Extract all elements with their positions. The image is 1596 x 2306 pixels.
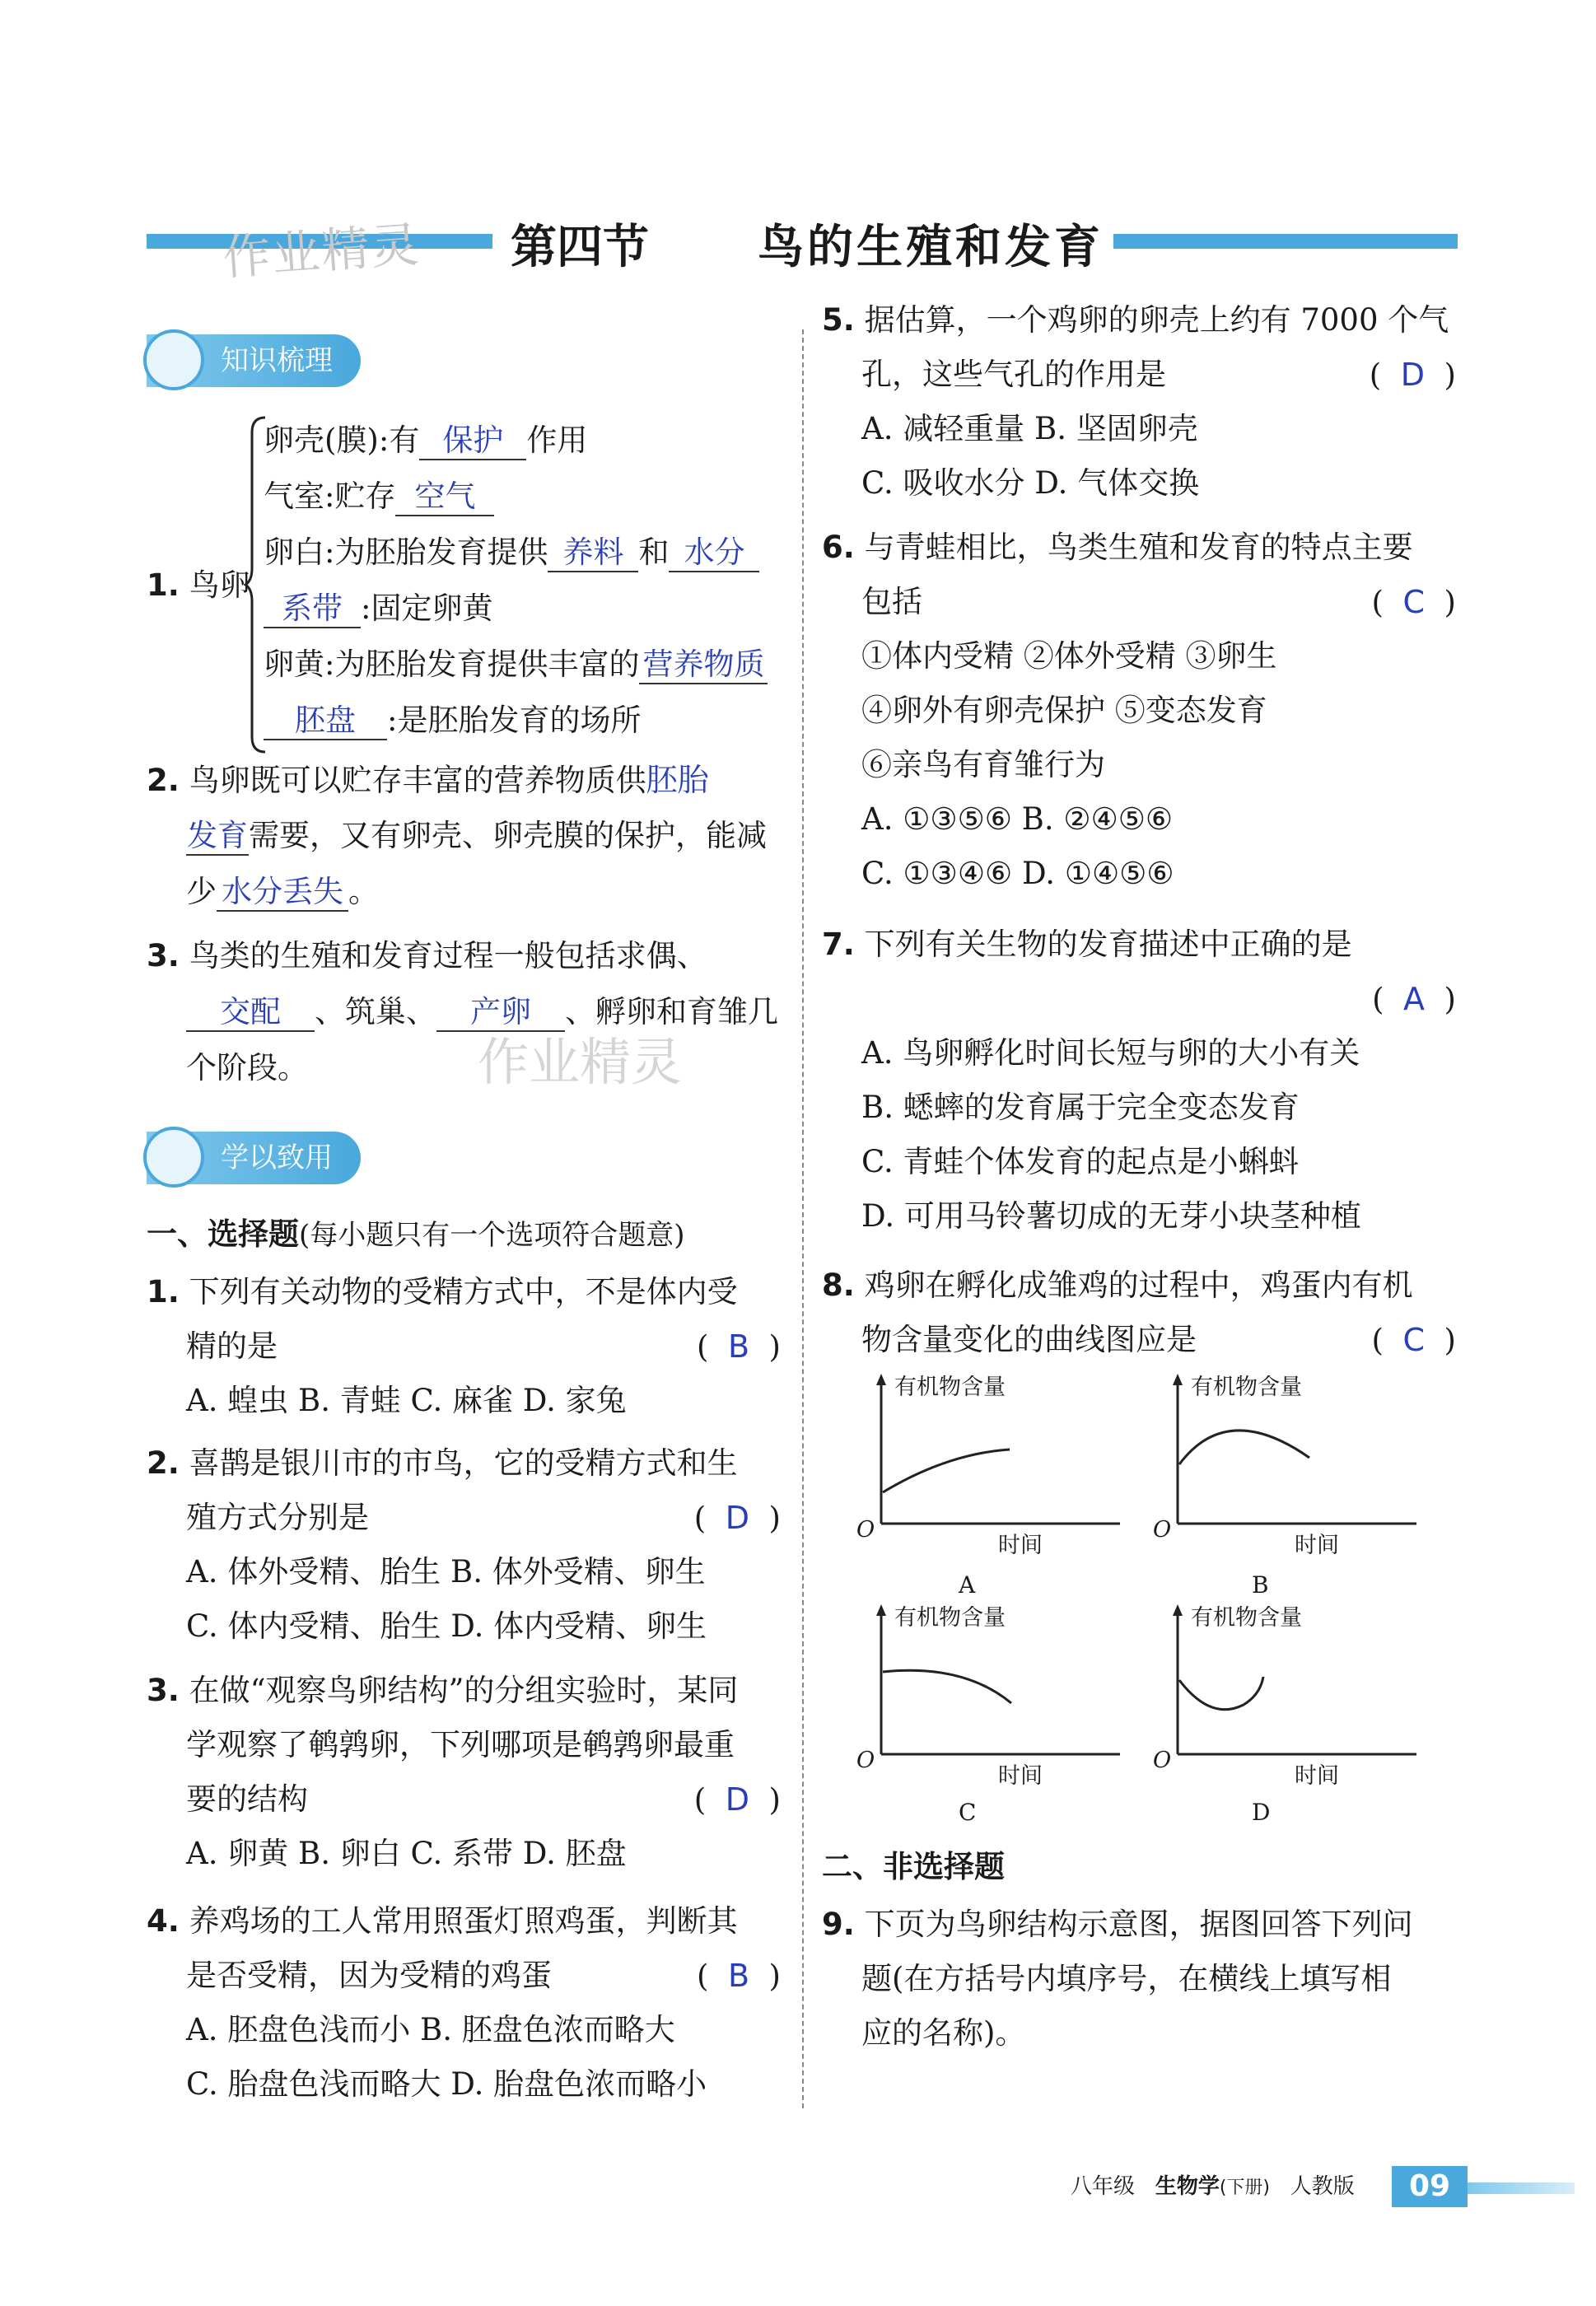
graph-c [856,1598,1136,1826]
q1-subject: 鸟卵 [189,567,250,603]
mc7-number: 7. [822,927,855,962]
mc6-options-2: C. ①③④⑥ D. ①④⑤⑥ [861,856,1174,891]
graph-a-origin: O [856,1517,875,1543]
q2-answer-1: 胚胎 [646,762,709,798]
q1-line-2 [264,469,494,524]
mc6-number: 6. [822,530,855,565]
mc2-options-1: A. 体外受精、胎生 B. 体外受精、卵生 [186,1554,706,1589]
footer-info [1071,2169,1355,2200]
graph-d-ylabel: 有机物含量 [1191,1605,1302,1631]
mc2-number: 2. [147,1445,180,1481]
mc1-line-1: 下列有关动物的受精方式中，不是体内受 [189,1274,738,1309]
knowledge-q3-line-1 [147,929,707,983]
knowledge-q1-label [147,558,250,613]
mc4-line-1: 养鸡场的工人常用照蛋灯照鸡蛋，判断其 [189,1903,738,1939]
q9-line-1: 下页为鸟卵结构示意图，据图回答下列问 [864,1907,1413,1942]
q3-text-a: 鸟类的生殖和发育过程一般包括求偶、 [189,938,707,973]
q1-blank-7: 胚盘 [264,703,387,740]
q1-blank-5: 系带 [264,591,361,628]
mc7-option-a: A. 鸟卵孵化时间长短与卵的大小有关 [861,1035,1360,1071]
mc1-answer-box: ( B ) [696,1328,781,1365]
mc8-line-2: 物含量变化的曲线图应是 [861,1322,1197,1357]
mc7-option-d: D. 可用马铃薯切成的无芽小块茎种植 [861,1198,1361,1234]
mc5-options-2: C. 吸收水分 D. 气体交换 [861,465,1200,501]
mc5-line-1: 据估算，一个鸡卵的卵壳上约有 7000 个气 [864,302,1449,338]
q1-blank-1: 保护 [419,422,526,460]
mc4-line-2: 是否受精，因为受精的鸡蛋 [186,1958,552,1993]
practice-heading [147,1132,361,1184]
footer-grade: 八年级 [1071,2174,1136,2199]
mc-question-5 [822,293,1456,511]
graph-b-origin: O [1153,1517,1172,1543]
mc8-number: 8. [822,1267,855,1303]
graph-d-origin: O [1153,1748,1172,1773]
mc5-answer: D [1400,357,1426,393]
graph-c-ylabel: 有机物含量 [894,1605,1006,1631]
mc8-line-1: 鸡卵在孵化成雏鸡的过程中，鸡蛋内有机 [864,1267,1413,1303]
q1-line-1-post: 作用 [526,422,588,458]
q1-blank-3: 养料 [548,534,638,572]
mc3-line-3: 要的结构 [186,1781,308,1817]
layers-icon [143,1127,204,1188]
graph-b-ylabel: 有机物含量 [1191,1375,1302,1400]
q3-answer-1: 交配 [186,994,315,1032]
mc7-line-1: 下列有关生物的发育描述中正确的是 [864,927,1352,962]
q9-line-2: 题(在方括号内填序号，在横线上填写相 [861,1961,1392,1996]
graph-a [856,1367,1136,1599]
q2-text-b: 需要，又有卵壳、卵壳膜的保护，能减 [249,818,767,853]
target-icon [143,329,204,390]
mc6-options-1: A. ①③⑤⑥ B. ②④⑤⑥ [861,801,1174,837]
q1-line-3-mid: 和 [638,534,670,570]
q2-text-c: 少 [186,874,217,909]
footer-bar [1468,2182,1575,2194]
mc5-options-1: A. 减轻重量 B. 坚固卵壳 [861,411,1198,446]
knowledge-heading-label: 知识梳理 [221,344,333,377]
q1-line-4-post: :固定卵黄 [361,591,493,626]
mc3-options: A. 卵黄 B. 卵白 C. 系带 D. 胚盘 [186,1836,627,1871]
mc5-number: 5. [822,302,855,338]
q1-line-3 [264,525,759,580]
q3-answer-2: 产卵 [436,994,565,1032]
mc6-line-2: 包括 [861,584,922,619]
mc-question-6 [822,520,1456,901]
graph-c-xlabel: 时间 [998,1763,1043,1789]
mc2-options-2: C. 体内受精、胎生 D. 体内受精、卵生 [186,1608,707,1644]
graph-a-ylabel: 有机物含量 [894,1375,1006,1400]
mc2-answer: D [725,1500,750,1536]
watermark-middle: 作业精灵 [478,1032,683,1092]
q1-blank-4: 水分 [669,534,759,572]
mc6-statement-2: ④卵外有卵壳保护 ⑤变态发育 [861,693,1267,728]
mc2-line-2: 殖方式分别是 [186,1500,369,1535]
graph-c-origin: O [856,1748,875,1773]
graph-d-caption: D [1252,1799,1271,1826]
mc3-line-2: 学观察了鹌鹑卵，下列哪项是鹌鹑卵最重 [186,1727,735,1762]
q9-line-3: 应的名称)。 [861,2015,1026,2051]
q1-blank-6: 营养物质 [639,647,768,684]
q2-answer-2: 发育 [186,818,249,856]
q2-number: 2. [147,763,180,798]
q1-line-1-pre: 卵壳(膜):有 [264,422,420,458]
graph-b-caption: B [1252,1571,1269,1599]
footer-volume: (下册) [1219,2178,1270,2198]
graph-c-caption: C [959,1799,977,1826]
mc-question-8 [822,1258,1456,1367]
mc7-option-c: C. 青蛙个体发育的起点是小蝌蚪 [861,1144,1300,1179]
graph-a-caption: A [959,1571,976,1599]
q9-number: 9. [822,1907,855,1942]
q3-text-d: 个阶段。 [186,1050,308,1085]
mc2-line-1: 喜鹊是银川市的市鸟，它的受精方式和生 [189,1445,738,1481]
q2-answer-3: 水分丢失 [217,874,348,912]
knowledge-heading [147,334,361,387]
mc7-option-b: B. 蟋蟀的发育属于完全变态发育 [861,1090,1300,1125]
footer-edition: 人教版 [1290,2174,1355,2199]
mc8-answer: C [1402,1322,1426,1358]
mc1-number: 1. [147,1274,180,1309]
mc4-number: 4. [147,1903,180,1939]
part2-title [822,1840,1005,1894]
q1-line-1 [264,413,587,468]
question-9 [822,1898,1456,2061]
mc-question-7 [822,917,1456,1244]
mc8-answer-box: ( C ) [1371,1322,1456,1358]
q1-line-3-pre: 卵白:为胚胎发育提供 [264,534,548,570]
mc6-statement-3: ⑥亲鸟有育雏行为 [861,747,1105,782]
mc-question-4 [147,1894,781,2112]
q2-text-a: 鸟卵既可以贮存丰富的营养物质供 [189,763,646,798]
q1-line-2-pre: 气室:贮存 [264,478,396,514]
watermark-top: 作业精灵 [221,216,422,287]
footer-subject: 生物学 [1155,2174,1220,2199]
column-divider [802,329,804,2108]
part1-label: 一、选择题 [147,1216,299,1252]
mc4-answer: B [727,1958,750,1994]
mc5-line-2: 孔，这些气孔的作用是 [861,357,1166,392]
knowledge-q2-line-3 [186,865,379,919]
mc2-answer-box: ( D ) [693,1500,781,1536]
q3-text-c: 、孵卵和育雏几 [565,994,778,1029]
section-number: 第四节 [511,221,649,274]
q3-text-b: 、筑巢、 [315,994,436,1029]
mc3-line-1: 在做“观察鸟卵结构”的分组实验时，某同 [189,1673,739,1708]
mc1-answer: B [727,1328,750,1365]
mc-question-1 [147,1265,781,1428]
title-bar-right [1113,234,1458,249]
mc6-statement-1: ①体内受精 ②体外受精 ③卵生 [861,638,1277,674]
graph-b [1153,1367,1433,1599]
mc3-answer-box: ( D ) [693,1781,781,1818]
mc6-answer: C [1402,584,1426,620]
part1-note: (每小题只有一个选项符合题意) [299,1219,685,1252]
mc1-options: A. 蝗虫 B. 青蛙 C. 麻雀 D. 家兔 [186,1383,627,1418]
knowledge-q2-line-1 [147,753,709,808]
graph-a-xlabel: 时间 [998,1533,1043,1558]
q1-line-6 [264,693,641,748]
graph-d-xlabel: 时间 [1295,1763,1339,1789]
mc3-answer: D [725,1781,750,1818]
mc6-line-1: 与青蛙相比，鸟类生殖和发育的特点主要 [864,530,1413,565]
q1-line-5 [264,637,768,692]
mc5-answer-box: ( D ) [1369,357,1456,393]
mc4-options-2: C. 胎盘色浅而略大 D. 胎盘色浓而略小 [186,2066,707,2102]
knowledge-q3-line-3 [186,1041,308,1095]
q1-blank-2: 空气 [395,478,494,516]
q2-text-d: 。 [348,874,379,909]
mc7-answer: A [1403,981,1426,1017]
q1-line-4 [264,581,492,636]
knowledge-q2-line-2 [186,809,767,863]
page-title: 鸟的生殖和发育 [758,221,1104,274]
q1-line-5-pre: 卵黄:为胚胎发育提供丰富的 [264,647,640,682]
mc-question-3 [147,1664,781,1881]
graph-d [1153,1598,1433,1826]
q1-number: 1. [147,567,180,603]
q3-number: 3. [147,938,180,973]
mc4-options-1: A. 胚盘色浅而小 B. 胚盘色浓而略大 [186,2012,675,2047]
q1-line-6-post: :是胚胎发育的场所 [387,703,642,738]
mc3-number: 3. [147,1673,180,1708]
page-number: 09 [1392,2166,1468,2207]
practice-heading-label: 学以致用 [221,1141,333,1174]
mc1-line-2: 精的是 [186,1328,278,1364]
mc7-answer-box: ( A ) [1372,981,1456,1017]
part2-label: 二、非选择题 [822,1849,1005,1884]
graph-b-xlabel: 时间 [1295,1533,1339,1558]
part1-title [147,1207,685,1263]
mc4-answer-box: ( B ) [696,1958,781,1994]
mc-question-2 [147,1436,781,1654]
mc6-answer-box: ( C ) [1371,584,1456,620]
